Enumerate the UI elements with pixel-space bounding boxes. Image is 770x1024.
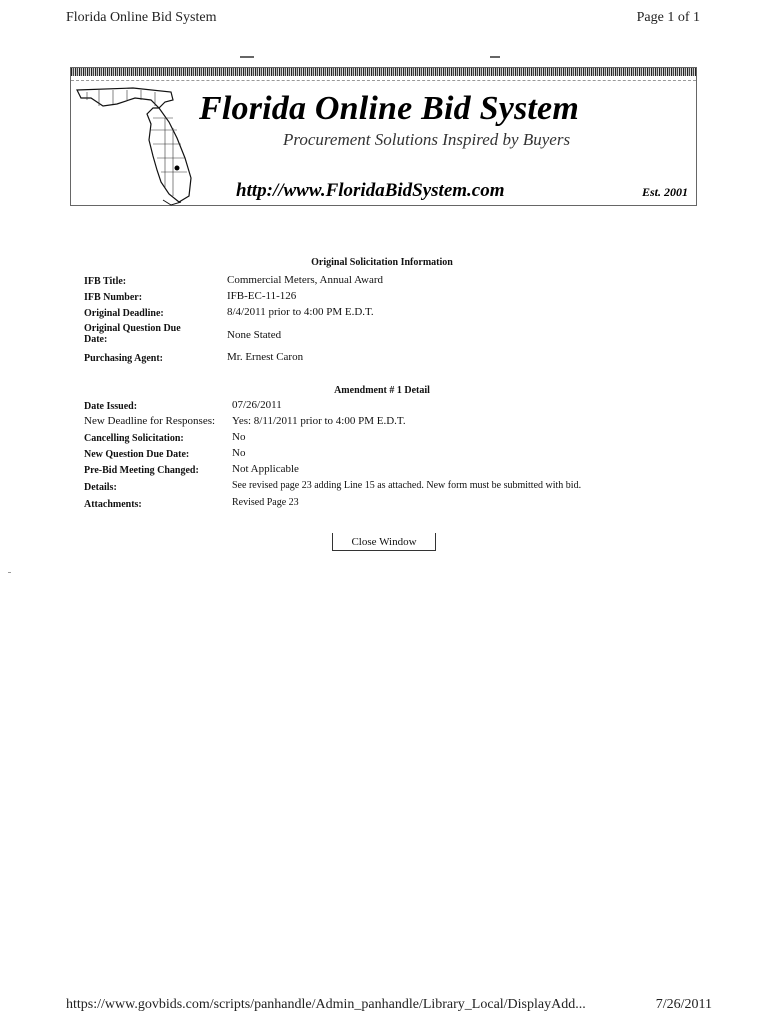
info-value: Mr. Ernest Caron (227, 351, 304, 363)
print-header-page: Page 1 of 1 (636, 10, 700, 25)
info-label: IFB Number: (84, 292, 143, 303)
scan-mark (490, 56, 500, 58)
banner-stripe (71, 68, 696, 76)
info-value: Commercial Meters, Annual Award (227, 274, 384, 286)
amendment-value: See revised page 23 adding Line 15 as attached. New form must be submitted with bid. (232, 480, 582, 491)
print-footer-date: 7/26/2011 (655, 997, 712, 1012)
banner-tagline: Procurement Solutions Inspired by Buyers (283, 130, 571, 149)
banner-url-link[interactable]: http://www.FloridaBidSystem.com (236, 180, 505, 201)
info-value: IFB-EC-11-126 (227, 290, 297, 302)
info-label: Purchasing Agent: (84, 353, 163, 364)
amendment-label: Details: (84, 482, 117, 493)
attachment-link[interactable]: Revised Page 23 (232, 497, 299, 508)
info-value: 8/4/2011 prior to 4:00 PM E.D.T. (227, 306, 374, 318)
print-footer-url: https://www.govbids.com/scripts/panhandle/Admin_panhandle/Library_Local/DisplayAdd... (66, 997, 586, 1012)
print-header-title: Florida Online Bid System (66, 10, 217, 25)
amendment-value: Not Applicable (232, 463, 299, 475)
site-banner (70, 67, 697, 206)
amendment-value: Yes: 8/11/2011 prior to 4:00 PM E.D.T. (232, 415, 406, 427)
amendment-label: New Deadline for Responses: (84, 415, 216, 427)
amendment-label: New Question Due Date: (84, 449, 190, 460)
amendment-label: Pre-Bid Meeting Changed: (84, 465, 199, 476)
banner-established: Est. 2001 (641, 185, 688, 199)
amendment-label: Attachments: (84, 499, 142, 510)
info-label: Original Deadline: (84, 308, 164, 319)
amendment-value: 07/26/2011 (232, 399, 282, 411)
info-value: None Stated (227, 329, 282, 341)
amendment-value: No (232, 431, 246, 443)
amendment-label: Cancelling Solicitation: (84, 433, 184, 444)
scan-mark (240, 56, 254, 58)
info-label: Original Question Due Date: (84, 323, 181, 345)
original-info-heading: Original Solicitation Information (311, 257, 453, 268)
banner-title: Florida Online Bid System (199, 90, 579, 127)
amendment-label: Date Issued: (84, 401, 138, 412)
amendment-value: No (232, 447, 246, 459)
scan-mark (8, 572, 11, 573)
florida-map-icon (73, 78, 195, 206)
close-window-button[interactable]: Close Window (332, 533, 436, 551)
amendment-heading: Amendment # 1 Detail (334, 385, 430, 396)
info-label: IFB Title: (84, 276, 127, 287)
